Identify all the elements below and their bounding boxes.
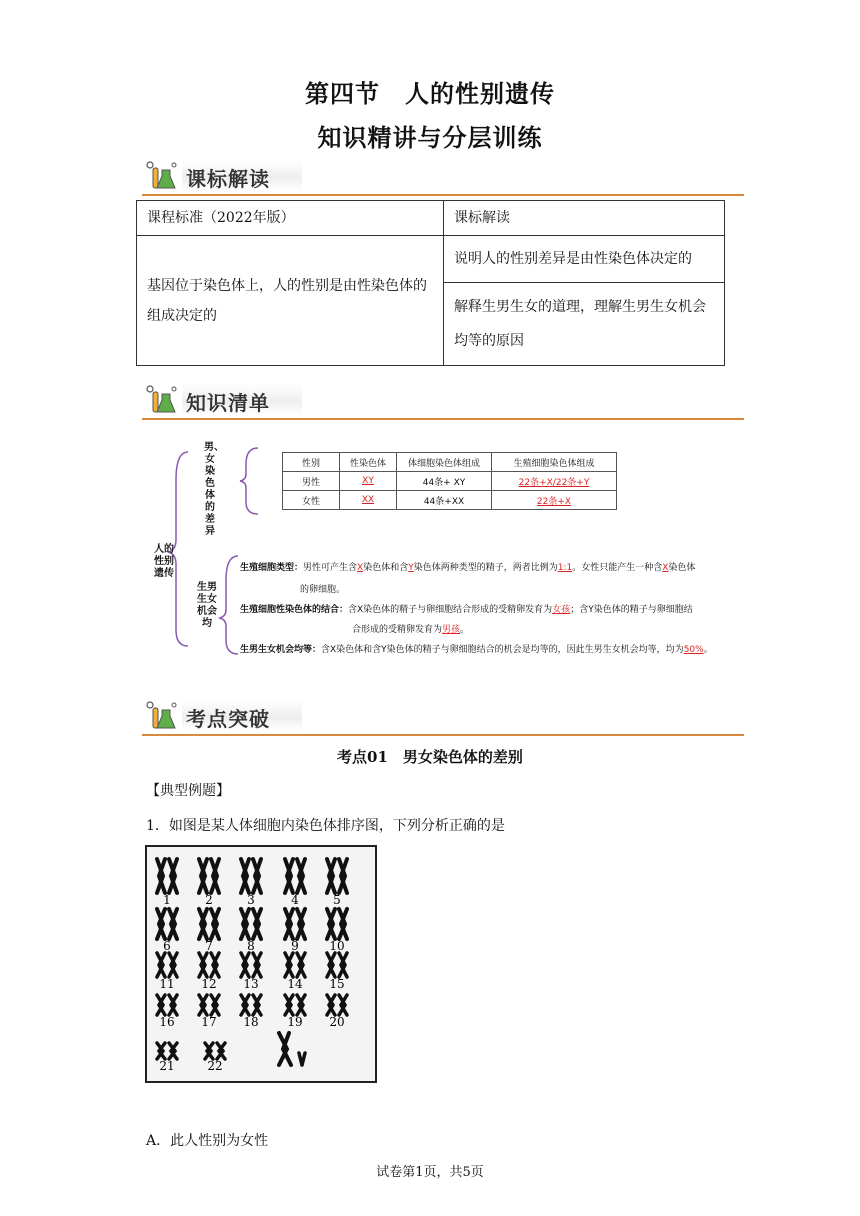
chromosome-pair [327,995,347,1015]
chromosome-number: 13 [243,977,259,991]
chromosome-number: 17 [201,1015,217,1029]
chromosome-table-header: 体细胞染色体组成 [397,453,492,472]
exam-point-title: 考点01 男女染色体的差别 [337,748,523,766]
chromosome-pair [241,953,261,977]
chromosome-pair [157,995,177,1015]
mindmap-line-cell-types: 生殖细胞类型：男性可产生含X染色体和含Y染色体两种类型的精子，两者比例为1:1。女性只能产生一种含X染色体 [240,563,696,573]
page-footer: 试卷第1页，共5页 [376,1165,484,1180]
chromosome-pair [157,859,177,893]
chromosome-table-cell: 44条+ XY [397,472,492,491]
chromosome-number: 11 [159,977,175,991]
karyotype-image [145,845,377,1083]
chromosome-number: 22 [207,1059,223,1073]
chromosome-number: 2 [205,893,213,907]
table-cell-interp-2: 解释生男生女的道理，理解生男生女机会均等的原因 [444,283,725,366]
chromosome-table-cell: 44条+XX [397,491,492,510]
mindmap-branch-equal-chance: 生男生女机会均 [197,582,217,629]
table-cell-standard-body: 基因位于染色体上，人的性别是由性染色体的组成决定的 [137,236,444,366]
table-header-interpretation: 课标解读 [444,201,725,236]
flask-icon [144,160,180,192]
chromosome-table-cell: 22条+X/22条+Y [492,472,617,491]
chromosome-table-cell: 男性 [283,472,340,491]
chromosome-pair [285,909,305,939]
table-cell-interp-1: 说明人的性别差异是由性染色体决定的 [444,236,725,283]
mindmap-line-combination: 生殖细胞性染色体的结合：含X染色体的精子与卵细胞结合形成的受精卵发育为女孩；含Y染色体的精子与卵细胞结 [240,605,693,615]
mindmap-root: 人的性别遗传 [154,544,174,579]
chromosome-table-cell: 22条+X [492,491,617,510]
chromosome-pair [199,995,219,1015]
chromosome-number: 6 [163,939,171,953]
chromosome-pair [327,909,347,939]
chromosome-number: 12 [201,977,217,991]
chromosome-table-cell: 女性 [283,491,340,510]
section-title-exam-points: 考点突破 [186,707,270,731]
chromosome-number: 8 [247,939,255,953]
chromosome-table-header: 生殖细胞染色体组成 [492,453,617,472]
chromosome-table-header: 性染色体 [340,453,397,472]
chromosome-number: 19 [287,1015,303,1029]
mindmap-line-cell-types-cont: 的卵细胞。 [300,585,346,595]
flask-icon [144,700,180,732]
mindmap-line-combination-cont: 合形成的受精卵发育为男孩。 [352,625,470,635]
chromosome-table-cell: XY [340,472,397,491]
page-title: 第四节 人的性别遗传 [305,80,555,108]
option-a: A．此人性别为女性 [146,1133,269,1149]
chromosome-number: 10 [329,939,345,953]
chromosome-pair [285,859,305,893]
chromosome-pair [285,953,305,977]
standard-table [136,200,725,366]
chromosome-number: 4 [291,893,299,907]
question-1: 1．如图是某人体细胞内染色体排序图，下列分析正确的是 [146,818,505,834]
chromosome-number: 21 [159,1059,175,1073]
chromosome-pair [199,909,219,939]
chromosome-pair [157,909,177,939]
chromosome-pair [157,1043,177,1059]
sex-chromosome-pair [279,1033,305,1065]
chromosome-number: 18 [243,1015,259,1029]
chromosome-table-header: 性别 [283,453,340,472]
table-header-standard: 课程标准（2022年版） [137,201,444,236]
chromosome-pair [157,953,177,977]
page-subtitle: 知识精讲与分层训练 [317,124,543,152]
section-header-exam-points [142,700,744,736]
chromosome-pair [327,953,347,977]
chromosome-number: 16 [159,1015,175,1029]
section-title-knowledge: 知识清单 [186,391,270,415]
chromosome-number: 5 [333,893,341,907]
flask-icon [144,384,180,416]
chromosome-pair [285,995,305,1015]
chromosome-table-cell: XX [340,491,397,510]
chromosome-number: 14 [287,977,303,991]
chromosome-pair [241,909,261,939]
chromosome-pair [327,859,347,893]
section-header-standard [142,160,744,196]
chromosome-number: 9 [291,939,299,953]
mindmap-branch-chromosome-difference: 男、女染色体的差异 [204,442,224,537]
chromosome-pair [199,859,219,893]
example-label: 【典型例题】 [146,783,230,799]
chromosome-pair [241,859,261,893]
chromosome-number: 1 [163,893,171,907]
section-title-standard: 课标解读 [186,167,270,191]
section-header-knowledge [142,384,744,420]
chromosome-pair [199,953,219,977]
mindmap-line-equal-chance: 生男生女机会均等：含X染色体和含Y染色体的精子与卵细胞结合的机会是均等的，因此生男生女机会均等，均为50%。 [240,645,713,655]
chromosome-number: 15 [329,977,345,991]
chromosome-number: 7 [205,939,213,953]
chromosome-number: 3 [247,893,255,907]
karyotype-figure [147,847,375,1081]
chromosome-pair [205,1043,225,1059]
knowledge-mindmap [140,440,740,660]
chromosome-number: 20 [329,1015,345,1029]
chromosome-table [282,452,617,510]
chromosome-pair [241,995,261,1015]
